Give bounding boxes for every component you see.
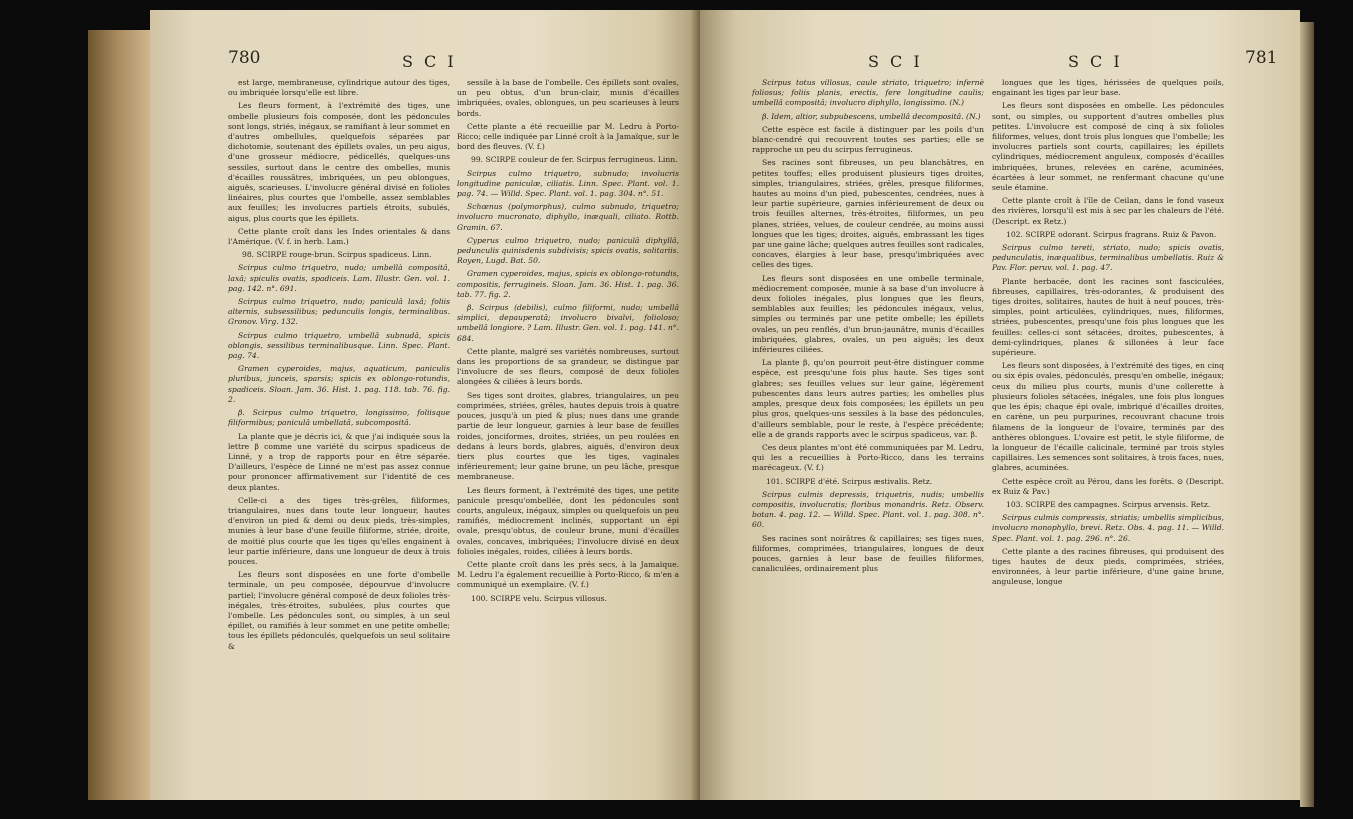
left-column-2 — [457, 78, 679, 793]
left-column-1 — [228, 78, 450, 793]
paragraph: Celle-ci a des tiges très-grêles, filiformes, triangulaires, nues dans toute leur longueur, hautes d'environ un pied & demi ou deux pieds, très-simples, munies à leur base d'une feuille filiforme, striée, droite, de moitié plus courte que les tiges qu'elles engainent à leur partie inférieure, dans une longueur de deux à trois pouces. — [228, 495, 450, 566]
paragraph: Les fleurs forment, à l'extrémité des tiges, une petite panicule presqu'ombellée, dont les pédoncules sont courts, anguleux, inégaux, simples ou quelquefois un peu ramifiés, médiocrement inclinés, supportant un épi ovale, presqu'obtus, de couleur brune, muni d'écailles ovales, concaves, imbriquées; l'involucre divisé en deux folioles inégales, roides, ciliées à leurs bords. — [457, 485, 679, 556]
paragraph: est large, membraneuse, cylindrique autour des tiges, ou imbriquée lorsqu'elle est libre. — [228, 78, 450, 98]
paragraph: Les fleurs sont disposées en une forte d'ombelle terminale, un peu composée, dépourvue d'involucre partiel; l'involucre général composé de deux folioles très-inégales, très-étroites, subulées, plus courtes que l'ombelle. Les pédoncules sont, ou simples, à un seul épillet, ou ramifiés à leur sommet en une petite ombelle; tous les épillets pédonculés, quelquefois un seul solitaire & — [228, 570, 450, 651]
paragraph: β. Idem, altior, subpubescens, umbellâ decompositâ. (N.) — [762, 111, 981, 121]
paragraph: Ses racines sont fibreuses, un peu blanchâtres, en petites touffes; elles produisent plusieurs tiges droites, simples, triangulaires, striées, grêles, presque filiformes, hautes au moins d'un pied, pubescentes, cendrées, nues à leur partie supérieure, garnies inférieurement de deux ou trois feuilles alternes, très-étroites, filiformes, un peu planes, striées, velues, de couleur cendrée, au moins aussi longues que les tiges; droites, aiguës, embrassant les tiges par une gaine lâche; quelques autres feuilles sont radicales, concaves, élargies à leur base, presqu'imbriquées avec celles des tiges. — [752, 158, 984, 270]
paragraph: Les fleurs sont disposées en une ombelle terminale, médiocrement composée, munie à sa base d'un involucre à deux folioles inégales, plus longues que les fleurs, semblables aux feuilles; les pédoncules inégaux, velus, simples ou terminés par une petite ombelle; les épillets ovales, un peu renflés, d'un brun-jaunâtre, munis d'écailles imbriquées, glabres, ovales, un peu aiguës; les deux inférieures ciliées. — [752, 273, 984, 355]
paragraph: longues que les tiges, hérissées de quelques poils, engainant les tiges par leur base. — [992, 78, 1224, 98]
left-page — [150, 10, 700, 800]
left-page-header: S C I — [402, 52, 457, 71]
paragraph: Scirpus culmo triquetro, nudo; umbellà compositâ, laxâ; spiculis ovatis, spadiceis. Lam. Illustr. Gen. vol. 1. pag. 142. n°. 691. — [228, 263, 450, 293]
paragraph: Ces deux plantes m'ont été communiquées par M. Ledru, qui les a recueillies à Porto-Ricco, dans les terrains marécageux. (V. f.) — [752, 442, 984, 473]
paragraph: Cette plante croît à l'île de Ceilan, dans le fond vaseux des rivières, lorsqu'il est mis à sec par les chaleurs de l'été. (Descript. ex Retz.) — [992, 196, 1224, 226]
paragraph: Scirpus culmis compressis, striatis; umbellis simplicibus, involucro monophyllo, brevi. Retz. Obs. 4. pag. 11. — Willd. Spec. Plant. vol. 1. pag. 296. n°. 26. — [992, 513, 1224, 543]
paragraph: 101. SCIRPE d'été. Scirpus æstivalis. Retz. — [766, 476, 933, 486]
book-right-edge — [1300, 22, 1314, 807]
paragraph: Gramen cyperoides, majus, aquaticum, paniculis pluribus, junceis, sparsis; spicis ex oblongo-rotundis, spadiceis. Sloan. Jam. 36. Hist. 1. pag. 118. tab. 76. fig. 2. — [228, 364, 450, 404]
paragraph: Cette plante croît dans les prés secs, à la Jamaïque. M. Ledru l'a également recueillie à Porto-Ricco, & m'en a communiqué un exemplaire. (V. f.) — [457, 559, 679, 590]
paragraph: Scirpus culmis depressis, triquetris, nudis; umbellis compositis, involucratis; floribus monandris. Retz. Observ. botan. 4. pag. 12. — Willd. Spec. Plant. vol. 1. pag. 308. n°. 60. — [752, 489, 984, 530]
paragraph: 98. SCIRPE rouge-brun. Scirpus spadiceus. Linn. — [242, 250, 432, 260]
paragraph: Scirpus culmo triquetro, umbellâ subnudâ, spicis oblongis, sessilibus terminalibusque. Linn. Spec. Plant. pag. 74. — [228, 330, 450, 361]
paragraph: 103. SCIRPE des campagnes. Scirpus arvensis. Retz. — [1006, 499, 1211, 509]
paragraph: 99. SCIRPE couleur de fer. Scirpus ferrugineus. Linn. — [471, 155, 678, 165]
right-column-2 — [992, 78, 1224, 793]
paragraph: Scirpus culmo triquetro, nudo; paniculâ laxâ; foliis alternis, subsessilibus; pedunculis longis, terminalibus. Gronov. Virg. 132. — [228, 297, 450, 327]
paragraph: Ses racines sont noirâtres & capillaires; ses tiges nues, filiformes, comprimées, triangulaires, longues de deux pouces, garnies à leur base de feuilles filiformes, canaliculées, ordinairement plus — [752, 533, 984, 574]
paragraph: La plante β, qu'on pourroit peut-être distinguer comme espèce, est presqu'une fois plus haute. Ses tiges sont glabres; ses feuilles velues sur leur gaine, légèrement pubescentes dans leurs autres parties; les ombelles plus amples, presque deux fois composées; les épillets un peu plus gros, quelques-uns sessiles à la base des pédoncules, d'ailleurs semblable, pour le reste, à l'espèce précédente; elle a de grands rapports avec le scirpus spadiceus, var. β. — [752, 358, 984, 439]
paragraph: 102. SCIRPE odorant. Scirpus fragrans. Ruiz & Pavon. — [1006, 229, 1217, 239]
paragraph: La plante que je décris ici, & que j'ai indiquée sous la lettre β comme une variété du scirpus spadiceus de Linné, y a trop de rapports pour en être séparée. D'ailleurs, l'espèce de Linné ne m'est pas assez connue pour prononcer affirmativement sur l'identité de ces deux plantes. — [228, 431, 450, 492]
paragraph: Scirpus culmo tereti, striato, nudo; spicis ovatis, pedunculatis, inæqualibus, terminalibus umbellatis. Ruiz & Pav. Flor. peruv. vol. 1. pag. 47. — [992, 243, 1224, 273]
paragraph: Les fleurs sont disposées, à l'extrémité des tiges, en cinq ou six épis ovales, pédonculés, presqu'en ombelle, inégaux; ceux du milieu plus courts, munis d'une collerette à plusieurs folioles sétacées, inégales, une fois plus longues que les épis; chaque épi ovale, imbriqué d'écailles droites, en carène, un peu purpurines, recouvrant chacune trois filamens de la longueur de l'ovaire, terminés par des anthères oblongues. L'ovaire est petit, le style filiforme, de la longueur de l'écaille calicinale, terminé par trois styles capillaires. Les semences sont solitaires, à trois faces, nues, glabres, acuminées. — [992, 361, 1224, 473]
paragraph: Cette plante a été recueillie par M. Ledru à Porto-Ricco; celle indiquée par Linné croît à la Jamaïque, sur le bord des fleuves. (V. f.) — [457, 121, 679, 152]
right-page-header-right: S C I — [1068, 52, 1123, 71]
right-column-1 — [752, 78, 984, 793]
paragraph: Plante herbacée, dont les racines sont fasciculées, fibreuses, capillaires, très-odorantes, & produisent des tiges droites, solitaires, hautes de huit à neuf pouces, très-simples, point articulées, cylindriques, nues, filiformes, striées, pubescentes, presqu'une fois plus longues que les feuilles: celles-ci sont sétacées, droites, pubescentes, à demi-cylindriques, planes & sillonées à leur face supérieure. — [992, 276, 1224, 358]
paragraph: β. Scirpus (debilis), culmo filiformi, nudo; umbellâ simplici, depauperatâ; involucro bivalvi, folioloso; umbellâ longiore. ? Lam. Illustr. Gen. vol. 1. pag. 141. n°. 684. — [457, 303, 679, 343]
paragraph: Scirpus totus villosus, caule striato, triquetro; infernè foliosus; foliis planis, erectis, fere longitudine caulis; umbellâ compositâ; involucro diphyllo, longissimo. (N.) — [752, 78, 984, 108]
paragraph: sessile à la base de l'ombelle. Ces épillets sont ovales, un peu obtus, d'un brun-clair, munis d'écailles imbriquées, ovales, oblongues, un peu scarieuses à leurs bords. — [457, 78, 679, 118]
paragraph: Cette plante, malgré ses variétés nombreuses, surtout dans les proportions de sa grandeur, se distingue par l'involucre de ses fleurs, composé de deux folioles alongées & ciliées à leurs bords. — [457, 346, 679, 387]
paragraph: Cette plante croît dans les Indes orientales & dans l'Amérique. (V. f. in herb. Lam.) — [228, 226, 450, 247]
paragraph: Scirpus culmo triquetro, subnudo; involucris longitudine paniculæ, ciliatis. Linn. Spec. Plant. vol. 1. pag. 74. — Willd. Spec. Plant. vol. 1. pag. 304. n°. 51. — [457, 168, 679, 199]
right-page-number: 781 — [1245, 48, 1278, 68]
paragraph: β. Scirpus culmo triquetro, longissimo, foliisque filiformibus; paniculâ umbellatâ, subcompositâ. — [228, 408, 450, 428]
paragraph: 100. SCIRPE velu. Scirpus villosus. — [471, 593, 607, 603]
paragraph: Cette espèce est facile à distinguer par les poils d'un blanc-cendré qui recouvrent toutes ses parties; elle se rapproche un peu du scirpus ferrugineus. — [752, 124, 984, 155]
right-page-header-left: S C I — [868, 52, 923, 71]
left-page-number: 780 — [228, 48, 261, 68]
paragraph: Cyperus culmo triquetro, nudo; paniculâ diphyllâ, pedunculis quinisdenis subdivisis; spicis ovatis, solitariis. Royen, Lugd. Bat. 50. — [457, 235, 679, 266]
paragraph: Cette plante a des racines fibreuses, qui produisent des tiges hautes de deux pieds, comprimées, striées, environnées, à leur partie inférieure, d'une gaine brune, anguleuse, longue — [992, 546, 1224, 587]
paragraph: Schœnus (polymorphus), culmo subnudo, triquetro; involucro mucronato, diphyllo, inæquali, ciliato. Rottb. Gramin. 67. — [457, 202, 679, 232]
paragraph: Gramen cyperoides, majus, spicis ex oblongo-rotundis, compositis, ferrugineis. Sloan. Jam. 36. Hist. 1. pag. 36. tab. 77. fig. 2. — [457, 269, 679, 299]
paragraph: Les fleurs sont disposées en ombelle. Les pédoncules sont, ou simples, ou supportent d'autres ombelles plus petites. L'involucre est composé de cinq à six folioles filiformes, velues, dont trois plus longues que l'ombelle; les involucres partiels sont courts, capillaires; les épillets cylindriques, médiocrement anguleux, composés d'écailles imbriquées, brunes, relevées en carène, acuminées, écartées à leur sommet, ne renfermant chacune qu'une seule étamine. — [992, 101, 1224, 193]
right-page — [700, 10, 1300, 800]
paragraph: Les fleurs forment, à l'extrémité des tiges, une ombelle plusieurs fois composée, dont les pédoncules sont longs, striés, inégaux, se ramifiant à leur sommet en d'autres ombellules, quelquefois séparées par dichotomie, soutenant des épillets ovales, un peu aigus, d'une grosseur médiocre, pédicellés, quelques-uns sessiles, surtout dans le centre des ombelles, munis d'écailles roussâtres, imbriquées, un peu oblongues, aiguës, scarieuses. L'involucre général divisé en folioles linéaires, plus courtes que l'ombelle, assez semblables aux feuilles; les involucres partiels étroits, subulés, aigus, plus courts que les épillets. — [228, 101, 450, 223]
paragraph: Ses tiges sont droites, glabres, triangulaires, un peu comprimées, striées, grêles, hautes depuis trois à quatre pouces, jusqu'à un pied & plus; nues dans une grande partie de leur longueur, garnies à leur base de feuilles roides, jonciformes, droites, striées, un peu roulées en dedans à leurs bords, glabres, aiguës, d'environ deux tiers plus courtes que les tiges, vaginales inférieurement; leur gaine brune, un peu lâche, presque membraneuse. — [457, 390, 679, 482]
paragraph: Cette espèce croît au Pérou, dans les forêts. ⊙ (Descript. ex Ruiz & Pav.) — [992, 476, 1224, 496]
